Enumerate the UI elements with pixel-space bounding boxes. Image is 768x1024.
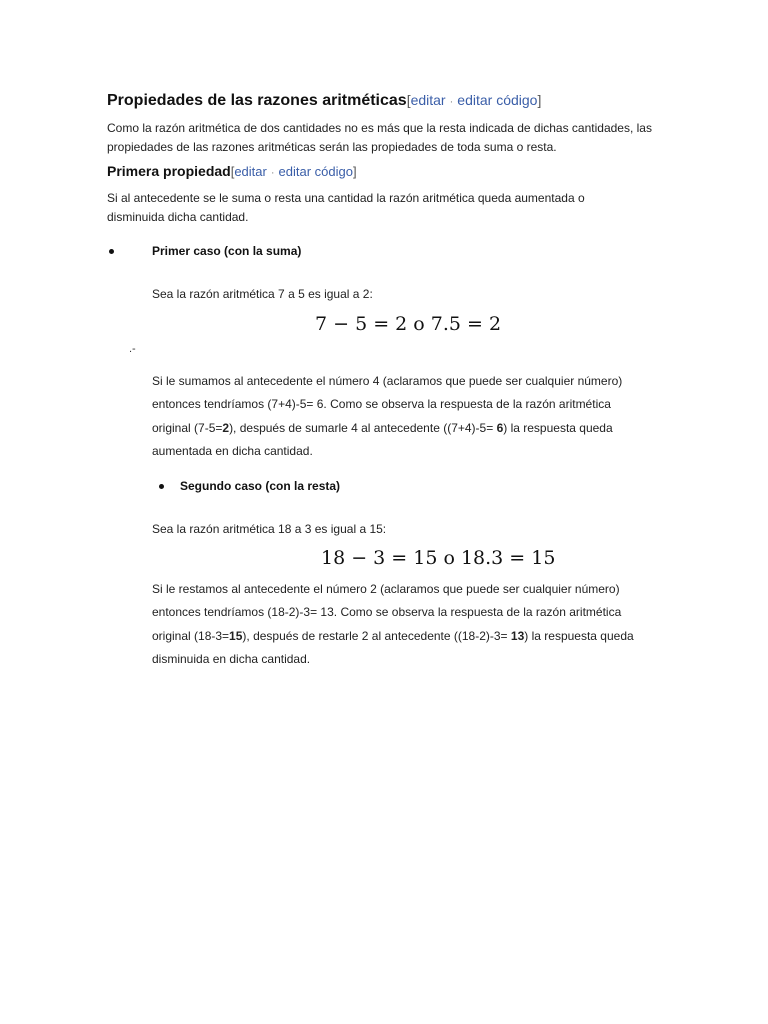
case2-formula: 18 − 3 = 15 o 18.3 = 15	[321, 547, 556, 569]
subsection-edit-code-link[interactable]: editar código	[278, 164, 353, 179]
edit-link[interactable]: editar	[410, 92, 446, 108]
bullet-icon	[159, 484, 164, 489]
section-heading	[107, 92, 541, 110]
case1-text-c: ) la respuesta queda aumentada en dicha cantidad.	[152, 420, 613, 458]
edit-bracket-open: [	[406, 92, 411, 108]
case1-text-b: ), después de sumarle 4 al antecedente ((7+4)-5=	[229, 420, 497, 435]
edit-bracket-close: ]	[352, 164, 357, 179]
edit-separator: ·	[449, 96, 454, 108]
case1-result-original: 2	[222, 420, 230, 435]
case2-text-b: ), después de restarle 2 al antecedente ((18-2)-3=	[242, 628, 511, 643]
subsection-edit-link[interactable]: editar	[234, 164, 267, 179]
case1-text-a: Si le sumamos al antecedente el número 4 (aclaramos que puede ser cualquier número) entonces tendríamos (7+4)-5= 6. Como se observa la respuesta de la razón aritmética original (7-5=	[152, 374, 623, 435]
case2-intro: Sea la razón aritmética 18 a 3 es igual a 15:	[152, 522, 387, 536]
case2-text-a: Si le restamos al antecedente el número 2 (aclaramos que puede ser cualquier número) entonces tendríamos (18-2)-3= 13. Como se observa la respuesta de la razón aritmética original (18-3=	[152, 582, 622, 643]
subsection-heading	[107, 163, 357, 179]
section-intro: Como la razón aritmética de dos cantidades no es más que la resta indicada de dichas cantidades, las propiedades de las razones aritméticas serán las propiedades de toda suma o resta.	[107, 121, 652, 154]
case2-result-new: 13	[510, 628, 525, 643]
edit-code-link[interactable]: editar código	[457, 92, 538, 108]
case1-heading: Primer caso (con la suma)	[152, 244, 302, 258]
section-edit-links	[407, 92, 542, 108]
case2-heading: Segundo caso (con la resta)	[180, 479, 341, 493]
bullet-icon	[109, 249, 114, 254]
property-statement: Si al antecedente se le suma o resta una cantidad la razón aritmética queda aumentada o disminuida dicha cantidad.	[107, 191, 585, 224]
edit-bracket-close: ]	[537, 92, 542, 108]
case2-text-c: ) la respuesta queda disminuida en dicha cantidad.	[152, 628, 634, 666]
case1-explanation	[152, 370, 642, 463]
case2-explanation	[152, 578, 642, 671]
case1-result-new: 6	[496, 420, 504, 435]
edit-separator: ·	[270, 167, 275, 179]
case1-formula: 7 − 5 = 2 o 7.5 = 2	[315, 313, 502, 335]
subsection-edit-links	[231, 164, 357, 179]
section-title: Propiedades de las razones aritméticas	[107, 92, 407, 109]
subsection-title: Primera propiedad	[107, 163, 231, 179]
case1-intro: Sea la razón aritmética 7 a 5 es igual a 2:	[152, 287, 373, 301]
case1-marker: .-	[129, 343, 136, 355]
case2-result-original: 15	[229, 628, 243, 643]
edit-bracket-open: [	[230, 164, 235, 179]
